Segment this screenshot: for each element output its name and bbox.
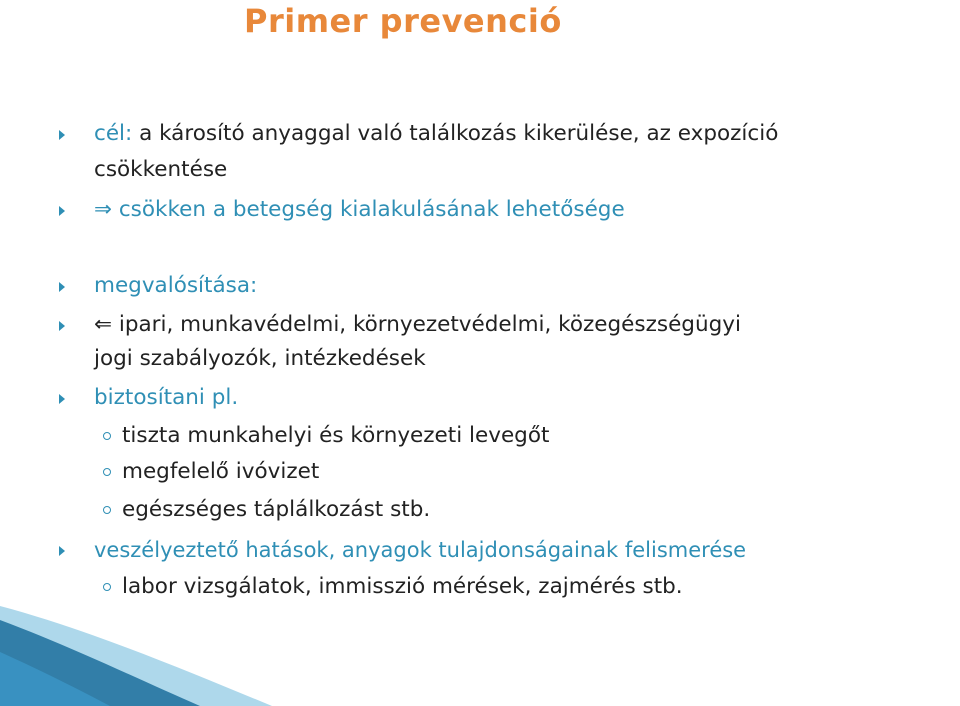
bullet-text: labor vizsgálatok, immisszió mérések, zajmérés stb. xyxy=(122,574,683,599)
bullet-text: tiszta munkahelyi és környezeti levegőt xyxy=(122,423,550,448)
bullet-text: megvalósítása: xyxy=(94,273,258,298)
bullet-label: cél: xyxy=(94,121,133,146)
bullet-text: biztosítani pl. xyxy=(94,385,239,410)
list-item-continuation: jogi szabályozók, intézkedések xyxy=(94,346,426,371)
bullet-text: egészséges táplálkozást stb. xyxy=(122,497,431,522)
bullet-text: a károsító anyaggal való találkozás kikerülése, az expozíció xyxy=(132,121,779,146)
slide-title: Primer prevenció xyxy=(244,2,562,40)
list-item-continuation: csökkentése xyxy=(94,157,228,182)
bullet-text: megfelelő ivóvizet xyxy=(122,459,320,484)
bullet-text: veszélyeztető hatások, anyagok tulajdonságainak felismerése xyxy=(94,538,747,562)
bullet-text: csökken a betegség kialakulásának lehetősége xyxy=(112,197,625,222)
implies-arrow-icon: ⇒ xyxy=(94,197,113,222)
left-arrow-icon: ⇐ xyxy=(94,312,113,337)
bullet-text: ipari, munkavédelmi, környezetvédelmi, közegészségügyi xyxy=(112,312,741,337)
